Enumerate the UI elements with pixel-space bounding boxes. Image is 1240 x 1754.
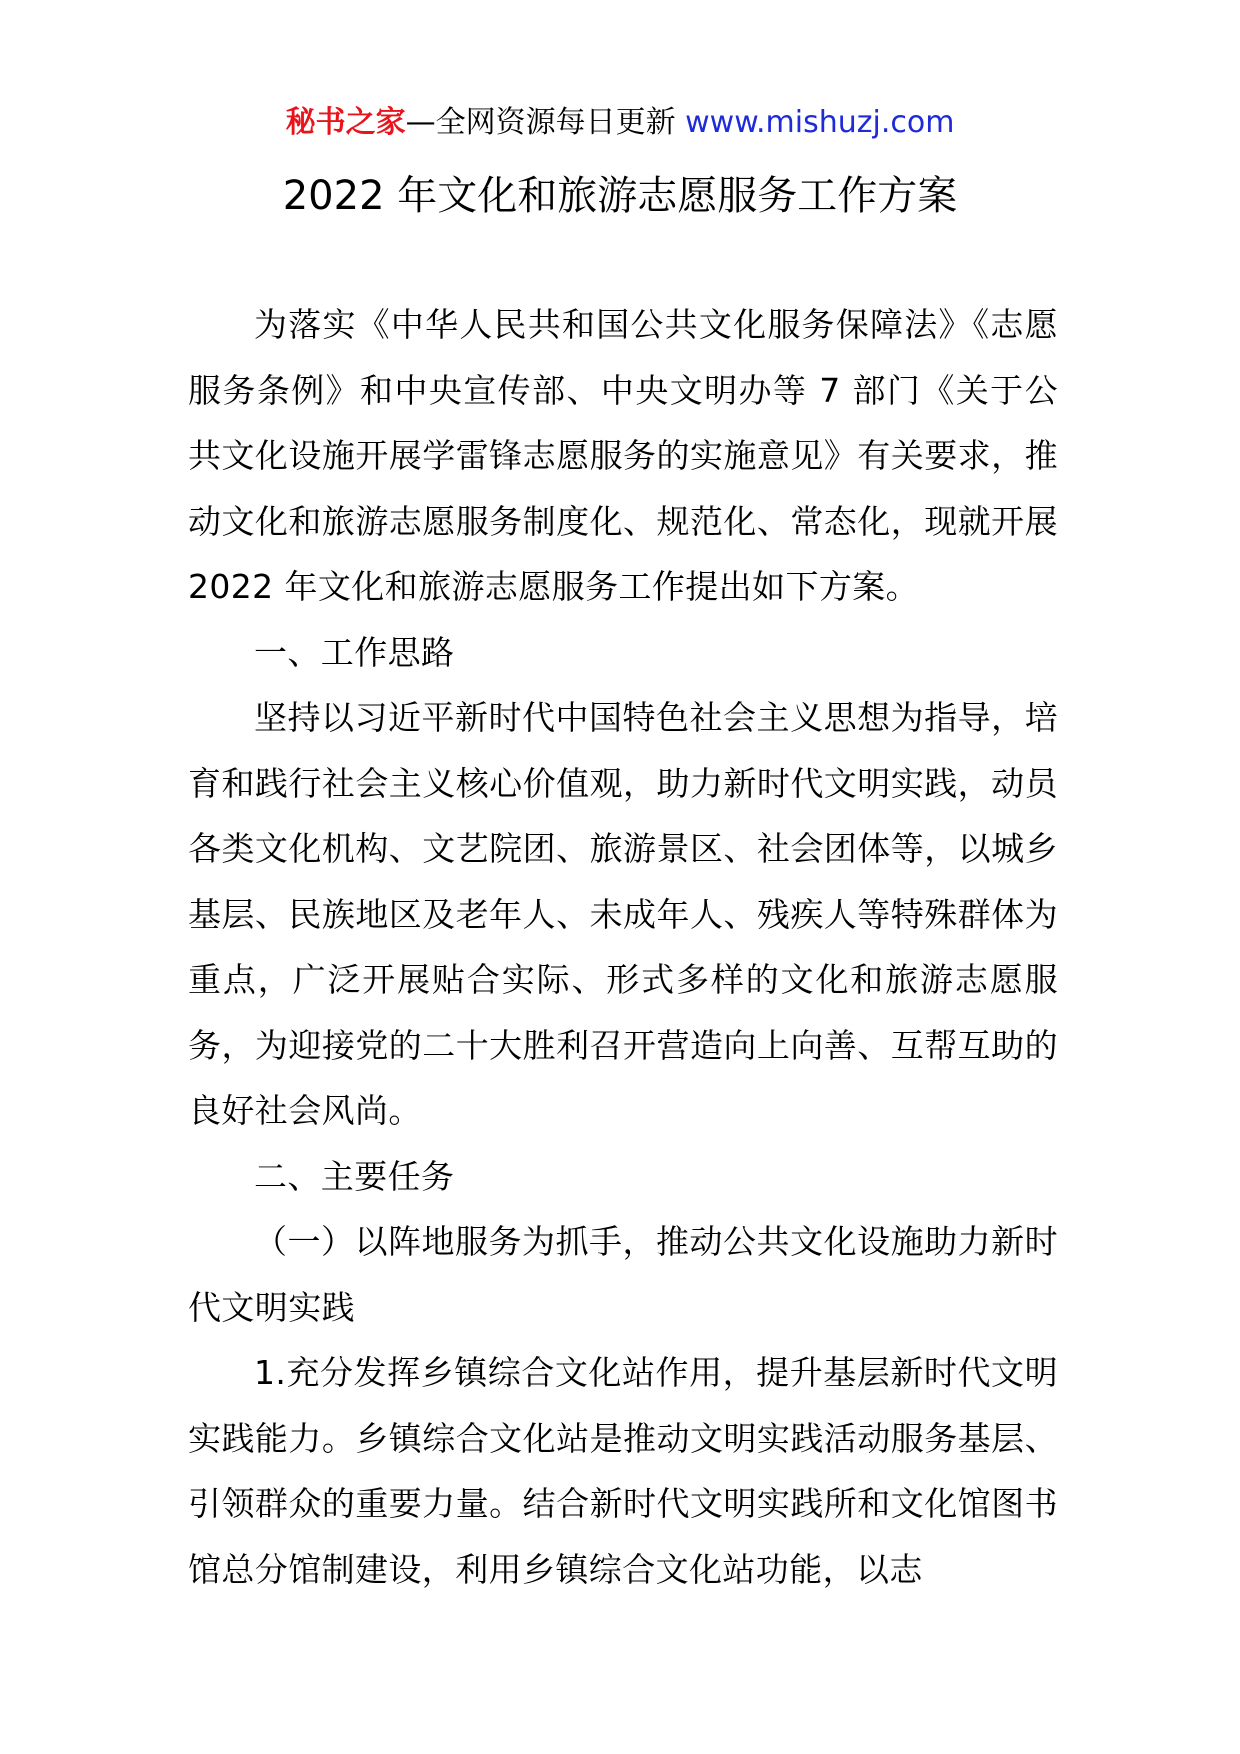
- brand-name: 秘书之家: [285, 105, 406, 140]
- heading-main-tasks: 二、主要任务: [254, 1156, 455, 1196]
- document-title: 2022 年文化和旅游志愿服务工作方案: [282, 173, 958, 219]
- paragraph-intro: 为落实《中华人民共和国公共文化服务保障法》《志愿服务条例》和中央宣传部、中央文明办等 7 部门《关于公共文化设施开展学雷锋志愿服务的实施意见》有关要求，推动文化和旅游志愿服务制度化、规范化、常态化，现就开展 2022 年文化和旅游志愿服务工作提出如下方案。: [188, 305, 1058, 606]
- document-body: [188, 292, 1058, 1602]
- paragraph-task-one-item-one: 1.充分发挥乡镇综合文化站作用，提升基层新时代文明实践能力。乡镇综合文化站是推动文明实践活动服务基层、引领群众的重要力量。结合新时代文明实践所和文化馆图书馆总分馆制建设，利用乡镇综合文化站功能，以志: [188, 1353, 1058, 1589]
- watermark-header: [0, 100, 1240, 146]
- brand-tagline: —全网资源每日更新: [405, 105, 676, 140]
- site-url: www.mishuzj.com: [685, 105, 955, 140]
- heading-work-approach: 一、工作思路: [254, 632, 455, 672]
- subheading-task-one: （一）以阵地服务为抓手，推动公共文化设施助力新时代文明实践: [188, 1222, 1058, 1327]
- paragraph-work-approach: 坚持以习近平新时代中国特色社会主义思想为指导，培育和践行社会主义核心价值观，助力新时代文明实践，动员各类文化机构、文艺院团、旅游景区、社会团体等，以城乡基层、民族地区及老年人、未成年人、残疾人等特殊群体为重点，广泛开展贴合实际、形式多样的文化和旅游志愿服务，为迎接党的二十大胜利召开营造向上向善、互帮互助的良好社会风尚。: [188, 698, 1058, 1130]
